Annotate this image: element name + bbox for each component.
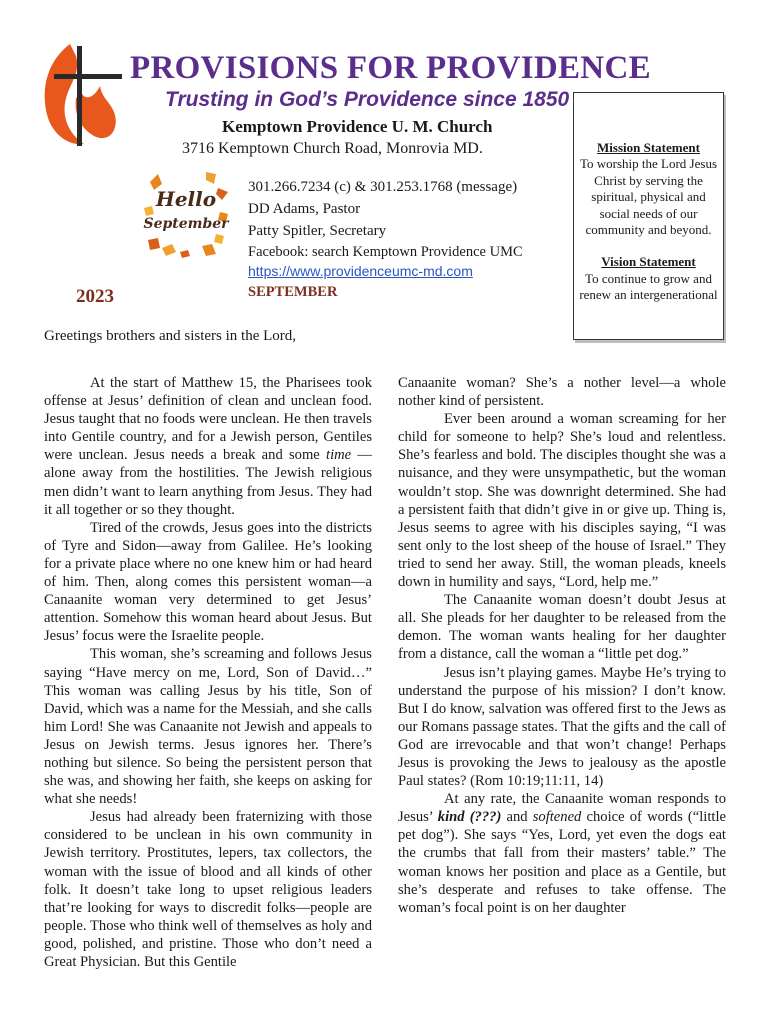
left-paragraph-3: This woman, she’s screaming and follows Jesus saying “Have mercy on me, Lord, Son of David…” This woman was calling Jesus by his title, Son of David, which was a name for the Messiah, and she calls him Lord! She was Canaanite not Jewish and appeals to Jesus on Jewish terms. Jesus ignores her. There’s nothing but silence. So being the persistent person that she was, and showing her faith, she keeps on asking for what she needs! — [44, 646, 372, 808]
pastor-name: DD Adams, Pastor — [248, 201, 361, 217]
hello-september-illustration — [140, 168, 232, 260]
right-paragraph-2: Ever been around a woman screaming for her child for someone to help? She’s loud and relentless. She’s fearless and bold. The disciples thought she was a nuisance, and they were unsympathetic, but the woman wouldn’t stop. She was downright determined. She had a persistent faith that didn’t give in or give up. Thing is, Jesus seems to agree with his disciples saying, “I was sent only to the lost sheep of the house of Israel.” They tried to send her away. Still, the woman pleads, kneels down in humility and says, “Lord, help me.” — [398, 411, 726, 591]
website-link[interactable]: https://www.providenceumc-md.com — [248, 263, 473, 279]
autumn-leaves-icon — [144, 172, 228, 258]
secretary-name: Patty Spitler, Secretary — [248, 223, 387, 239]
cross-vertical-icon — [77, 46, 82, 146]
newsletter-title: PROVISIONS FOR PROVIDENCE — [130, 50, 651, 86]
vision-heading: Vision Statement — [601, 254, 696, 270]
mission-heading: Mission Statement — [597, 140, 700, 155]
left-paragraph-1 — [44, 374, 372, 519]
right-p5-softened: softened — [532, 809, 582, 826]
left-paragraph-2: Tired of the crowds, Jesus goes into the districts of Tyre and Sidon—away from Galilee. He’s looking for a private place where no one knew him or had heard of him. Then, along comes this persistent woman—a Canaanite woman very determined to get Jesus’ attention. Somehow this woman heard about Jesus. But Jesus’ focus were the Israelite people. — [44, 519, 372, 645]
article-right-column — [398, 374, 726, 974]
hello-text: Hello — [155, 187, 217, 211]
right-paragraph-4: Jesus isn’t playing games. Maybe He’s trying to understand the purpose of his mission? I don’t know. But I do know, salvation was offered first to the Jews as our Romans passage states. That the gifts and the call of God are irrevocable and that won’t change! Perhaps Jesus is provoking the Jews to jealousy as the apostle Paul states? (Rom 10:19;11:11, 14) — [398, 664, 726, 790]
subtitle-clip — [165, 88, 572, 118]
newsletter-subtitle: Trusting in God’s Providence since 1850 — [165, 88, 570, 111]
right-paragraph-3: The Canaanite woman doesn’t doubt Jesus at all. She pleads for her daughter to be released from the demon. The woman wants healing for her daughter from a distance, call the woman a “little pet dog.” — [398, 592, 726, 663]
right-p5-and: and — [501, 809, 533, 826]
right-p5-end: choice of words (“little pet dog”). She says “Yes, Lord, yet even the dogs eat the crumbs that fall from their masters’ table.” The woman knows her position and place as a Gentile, but she’s desperate and refuses to take offense. The woman’s focal point is on her daughter — [398, 809, 726, 916]
left-p1-text: At the start of Matthew 15, the Pharisees took offense at Jesus’ definition of clean and unclean food. Jesus taught that no foods were unclean. He then travels into Gentile country, and for a Jewish person, Gentiles were unclean. Jesus needs a break and some — [44, 375, 372, 464]
right-paragraph-5 — [398, 790, 726, 917]
issue-month: SEPTEMBER — [248, 284, 338, 300]
left-p1-emphasis: time — [326, 447, 352, 464]
facebook-info: Facebook: search Kemptown Providence UMC — [248, 244, 523, 260]
phone-numbers: 301.266.7234 (c) & 301.253.1768 (message) — [248, 179, 518, 195]
left-paragraph-4: Jesus had already been fraternizing with those considered to be unclean in his own community in Jewish territory. Prostitutes, lepers, tax collectors, the woman with the issue of blood and all kinds of other folk. It doesn’t take long to upset religious leaders that’re looking for ways to discredit folks—people are people. Those who think well of themselves as holy and good, polished, and pristine. Those who don’t need a Great Physician. But this Gentile — [44, 809, 372, 970]
right-p5-start: At any rate, the Canaanite woman responds to Jesus’ — [398, 791, 726, 826]
greeting: Greetings brothers and sisters in the Lord, — [44, 328, 297, 344]
contact-info — [248, 176, 523, 302]
mission-text: To worship the Lord Jesus Christ by serving the spiritual, physical and social needs of our community and beyond. — [579, 156, 718, 238]
article-left-column — [44, 374, 372, 974]
issue-year: 2023 — [76, 286, 114, 307]
right-paragraph-1: Canaanite woman? She’s a nother level—a whole nother kind of persistent. — [398, 375, 726, 410]
left-p1-end: — alone away from the hostilities. The Jewish religious men didn’t want to learn anything from Jesus. They had it all together or so they thought. — [44, 447, 372, 518]
right-p5-kind: kind (???) — [437, 809, 502, 826]
september-text: September — [143, 216, 229, 232]
church-name: Kemptown Providence U. M. Church — [222, 117, 493, 136]
church-address: 3716 Kemptown Church Road, Monrovia MD. — [182, 140, 483, 157]
vision-text: To continue to grow and renew an intergenerational — [579, 270, 718, 303]
mission-statement-box — [573, 92, 724, 340]
cross-and-flame-logo — [40, 40, 122, 150]
cross-horizontal-icon — [54, 74, 122, 79]
